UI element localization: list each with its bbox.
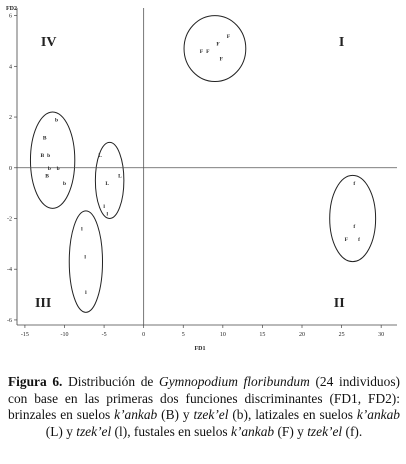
caption-text: Distribución de [62,374,160,389]
quadrant-label: III [34,296,52,312]
data-point: l [85,290,87,297]
data-point: B [42,135,47,142]
quadrant-labels [35,35,345,311]
caption-label: Figura 6. [8,374,63,389]
data-point: F [344,236,349,243]
data-point: F [226,33,231,40]
group-ellipse [69,211,102,312]
data-point: b [62,180,67,187]
data-point: l [103,203,105,210]
caption-soil-kankab: k’ankab [114,407,158,422]
axes [17,8,397,325]
data-point: F [219,56,223,63]
group-ellipse [184,16,246,82]
x-tick-label: 30 [378,332,385,338]
data-point: l [106,211,109,218]
caption-text: (b), latizales en suelos [228,407,357,422]
group-ellipse [30,112,74,208]
data-point: L [98,153,102,160]
data-point: F [206,49,210,56]
x-tick-label: 0 [142,332,146,338]
data-point: b [55,117,59,124]
x-tick-label: -5 [101,332,107,338]
caption-text: (B) y [157,407,194,422]
data-point: f [353,180,356,187]
quadrant-label: II [333,296,345,312]
figure-caption [8,374,400,440]
x-tick-label: 20 [299,332,305,338]
y-tick-label: 4 [9,64,12,71]
caption-text: (f). [342,423,363,439]
y-tick-label: 0 [9,165,12,172]
data-point: f [353,224,356,231]
caption-text: (l), fustales en suelos [111,423,231,439]
caption-soil-tzekel: tzek’el [193,407,229,422]
caption-text: (F) y [274,423,308,439]
data-point: B [40,153,45,160]
quadrant-label: IV [40,35,57,51]
caption-species: Gymnopodium floribundum [159,374,310,389]
data-point: b [47,153,51,160]
data-point: F [199,49,204,56]
data-point: B [45,173,49,180]
caption-soil-kankab: k’ankab [356,407,400,422]
data-point: F [216,41,220,48]
x-tick-label: 15 [259,332,266,338]
x-tick-label: -10 [60,332,69,338]
y-tick-label: -6 [7,317,12,324]
group-ellipses [30,16,375,313]
caption-soil-tzekel: tzek’el [307,423,343,439]
data-point: b [47,165,51,172]
caption-soil-kankab: k’ankab [230,423,275,439]
quadrant-label: I [338,35,345,51]
data-point: f [358,236,360,243]
caption-soil-tzekel: tzek’el [76,423,112,439]
data-point: l [81,226,83,233]
x-tick-label: -15 [20,332,29,338]
y-tick-label: -4 [7,267,12,274]
data-points [40,34,360,296]
y-axis-label: FD2 [6,6,17,12]
data-point: b [56,165,60,172]
x-tick-label: 5 [181,332,185,338]
caption-text: (L) y [45,423,77,439]
group-ellipse [330,175,376,261]
x-tick-label: 25 [338,332,345,338]
y-tick-label: 2 [9,115,12,122]
data-point: l [84,254,86,261]
x-tick-label: 10 [219,332,226,338]
y-tick-label: -2 [7,216,12,223]
y-tick-label: 6 [9,13,12,20]
ticks [7,14,384,338]
x-axis-label: FD1 [194,346,206,352]
caption-text: (24 individuos) con base en las primeras dos funciones discriminantes (FD1, FD2): brinzales en suelos [8,374,400,422]
data-point: L [118,173,122,180]
data-point: L [105,180,110,187]
